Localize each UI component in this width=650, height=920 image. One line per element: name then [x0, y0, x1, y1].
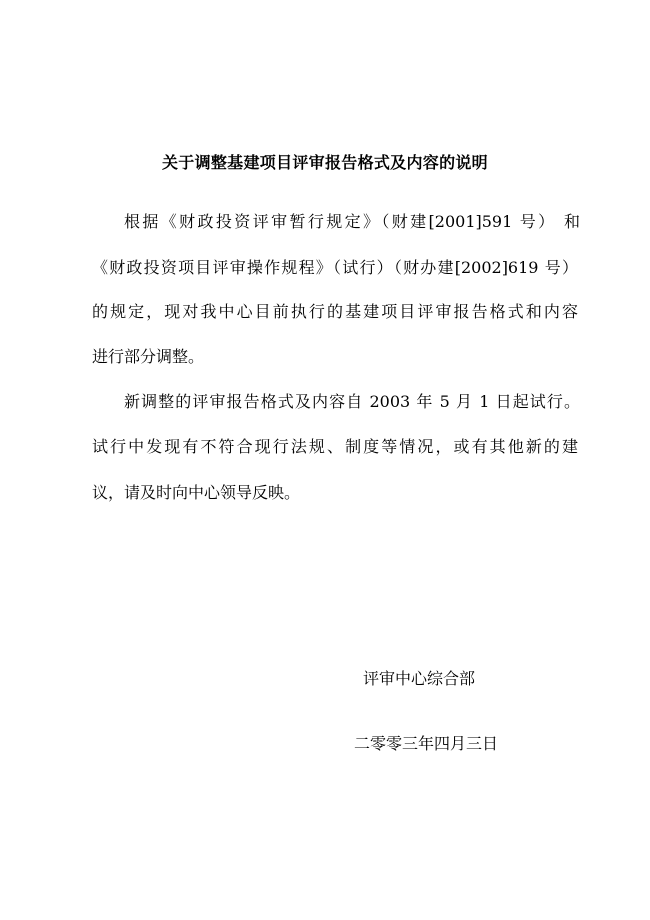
paragraph-1-line-4: 进行部分调整。 — [92, 347, 205, 366]
document-title: 关于调整基建项目评审报告格式及内容的说明 — [161, 153, 488, 172]
signature-date: 二零零三年四月三日 — [354, 734, 499, 753]
paragraph-2-line-3: 议，请及时向中心领导反映。 — [92, 483, 301, 502]
paragraph-2-line-2: 试行中发现有不符合现行法规、制度等情况，或有其他新的建 — [92, 437, 578, 456]
paragraph-1-line-1: 根据《财政投资评审暂行规定》（财建[2001]591 号） 和 — [124, 212, 580, 231]
paragraph-1-line-2: 《财政投资项目评审操作规程》（试行）（财办建[2002]619 号） — [92, 258, 578, 277]
paragraph-1-line-3: 的规定，现对我中心目前执行的基建项目评审报告格式和内容 — [92, 302, 578, 321]
paragraph-2-line-1: 新调整的评审报告格式及内容自 2003 年 5 月 1 日起试行。 — [124, 392, 580, 411]
signature-organization: 评审中心综合部 — [363, 669, 476, 688]
